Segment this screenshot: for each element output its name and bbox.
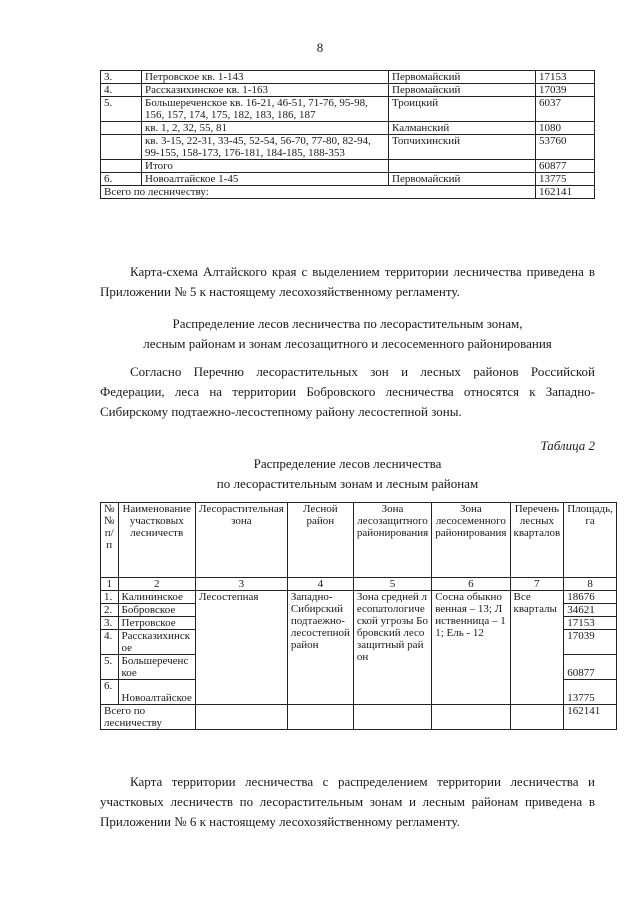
forestry-name: кв. 1, 2, 32, 55, 81: [142, 122, 389, 135]
row-number: [101, 160, 142, 173]
empty-cell: [353, 705, 431, 730]
area-value: 17153: [564, 617, 617, 630]
column-header: Площадь, га: [564, 503, 617, 578]
district-name: Топчихинский: [389, 135, 536, 160]
forestry-name: Большереченское: [118, 655, 195, 680]
forest-district: Западно-Сибирский подтаежно-лесостепной район: [287, 591, 353, 705]
header-row: [101, 503, 617, 578]
total-area: 162141: [536, 186, 595, 199]
column-number: 6: [432, 578, 510, 591]
area-value: 1080: [536, 122, 595, 135]
table-title-line: по лесорастительным зонам и лесным районам: [216, 476, 479, 491]
forestry-name: Петровское: [118, 617, 195, 630]
table-row: [101, 160, 595, 173]
table-row: [101, 71, 595, 84]
column-header: Перечень лесных кварталов: [510, 503, 564, 578]
row-number: 4.: [101, 84, 142, 97]
column-number: 1: [101, 578, 119, 591]
area-value: 53760: [536, 135, 595, 160]
row-number: 5.: [101, 655, 119, 680]
empty-cell: [432, 705, 510, 730]
table-title: [100, 454, 595, 494]
area-value: 34621: [564, 604, 617, 617]
column-header: №№ п/п: [101, 503, 119, 578]
section-heading-line: Распределение лесов лесничества по лесорастительным зонам,: [172, 316, 523, 331]
column-header: Зона лесосеменного районирования: [432, 503, 510, 578]
row-number: 4.: [101, 630, 119, 655]
table-row: [101, 84, 595, 97]
row-number: 6.: [101, 173, 142, 186]
total-row: [101, 705, 617, 730]
page-number: 8: [316, 40, 324, 55]
row-number: 3.: [101, 71, 142, 84]
area-value: 18676: [564, 591, 617, 604]
map-reference-paragraph: Карта-схема Алтайского края с выделением территории лесничества приведена в Приложении № 5 к настоящему лесохозяйственному регламенту.: [100, 264, 595, 299]
vegetation-zone: Лесостепная: [195, 591, 287, 705]
area-value: 13775: [564, 680, 617, 705]
table-row: [101, 591, 617, 604]
column-number: 7: [510, 578, 564, 591]
quarters-list: Все кварталы: [510, 591, 564, 705]
column-header: Наименование участковых лесничеств: [118, 503, 195, 578]
forestry-name: кв. 3-15, 22-31, 33-45, 52-54, 56-70, 77-80, 82-94, 99-155, 158-173, 176-181, 184-185, 188-353: [142, 135, 389, 160]
empty-cell: [195, 705, 287, 730]
row-number: [101, 122, 142, 135]
forestry-name: Рассказихинское кв. 1-163: [142, 84, 389, 97]
forestry-name: Новоалтайское 1-45: [142, 173, 389, 186]
row-number: [101, 135, 142, 160]
total-label: Всего по лесничеству: [101, 705, 196, 730]
district-name: Первомайский: [389, 173, 536, 186]
column-header: Лесной район: [287, 503, 353, 578]
district-name: Троицкий: [389, 97, 536, 122]
district-name: Калманский: [389, 122, 536, 135]
row-number: 2.: [101, 604, 119, 617]
column-number: 2: [118, 578, 195, 591]
forestry-name: Большереченское кв. 16-21, 46-51, 71-76, 95-98, 156, 157, 174, 175, 182, 183, 186, 187: [142, 97, 389, 122]
table-row: [101, 97, 595, 122]
column-number: 8: [564, 578, 617, 591]
section-heading-line: лесным районам и зонам лесозащитного и лесосеменного районирования: [143, 336, 552, 351]
forestry-name: Новоалтайское: [118, 680, 195, 705]
column-header: Лесорастительная зона: [195, 503, 287, 578]
empty-cell: [287, 705, 353, 730]
total-area: 162141: [564, 705, 617, 730]
row-number: 1.: [101, 591, 119, 604]
district-name: [389, 160, 536, 173]
area-value: 60877: [536, 160, 595, 173]
table-row: [101, 122, 595, 135]
forestry-name: Рассказихинское: [118, 630, 195, 655]
classification-paragraph: Согласно Перечню лесорастительных зон и лесных районов Российской Федерации, леса на территории Бобровского лесничества относятся к Западно-Сибирскому подтаежно-лесостепному району лесостепной зоны.: [100, 364, 595, 419]
row-number: 3.: [101, 617, 119, 630]
column-number: 4: [287, 578, 353, 591]
empty-cell: [510, 705, 564, 730]
table-row: [101, 135, 595, 160]
protection-zone: Зона средней лесопатологической угрозы Бобровский лесозащитный район: [353, 591, 431, 705]
table-row: [101, 173, 595, 186]
forestry-name: Петровское кв. 1-143: [142, 71, 389, 84]
total-row: [101, 186, 595, 199]
row-number: 5.: [101, 97, 142, 122]
area-value: 60877: [564, 655, 617, 680]
district-name: Первомайский: [389, 84, 536, 97]
forestry-name: Бобровское: [118, 604, 195, 617]
area-value: 17039: [564, 630, 617, 655]
forest-areas-table: [100, 70, 595, 199]
seed-zone: Сосна обыкновенная – 13; Лиственница – 11; Ель - 12: [432, 591, 510, 705]
forestry-name: Итого: [142, 160, 389, 173]
row-number: 6.: [101, 680, 119, 705]
area-value: 13775: [536, 173, 595, 186]
table-title-line: Распределение лесов лесничества: [253, 456, 442, 471]
column-numbers-row: [101, 578, 617, 591]
district-name: Первомайский: [389, 71, 536, 84]
area-value: 6037: [536, 97, 595, 122]
table-label: Таблица 2: [540, 438, 595, 453]
column-number: 5: [353, 578, 431, 591]
map-distribution-paragraph: Карта территории лесничества с распределением территории лесничества и участковых лесничеств по лесорастительным зонам и лесным районам приведена в Приложении № 6 к настоящему лесохозяйственному регламенту.: [100, 774, 595, 829]
column-header: Зона лесозащитного районирования: [353, 503, 431, 578]
section-heading: [100, 314, 595, 354]
area-value: 17153: [536, 71, 595, 84]
forest-distribution-table: [100, 502, 617, 730]
total-label: Всего по лесничеству:: [101, 186, 536, 199]
column-number: 3: [195, 578, 287, 591]
area-value: 17039: [536, 84, 595, 97]
forestry-name: Калининское: [118, 591, 195, 604]
